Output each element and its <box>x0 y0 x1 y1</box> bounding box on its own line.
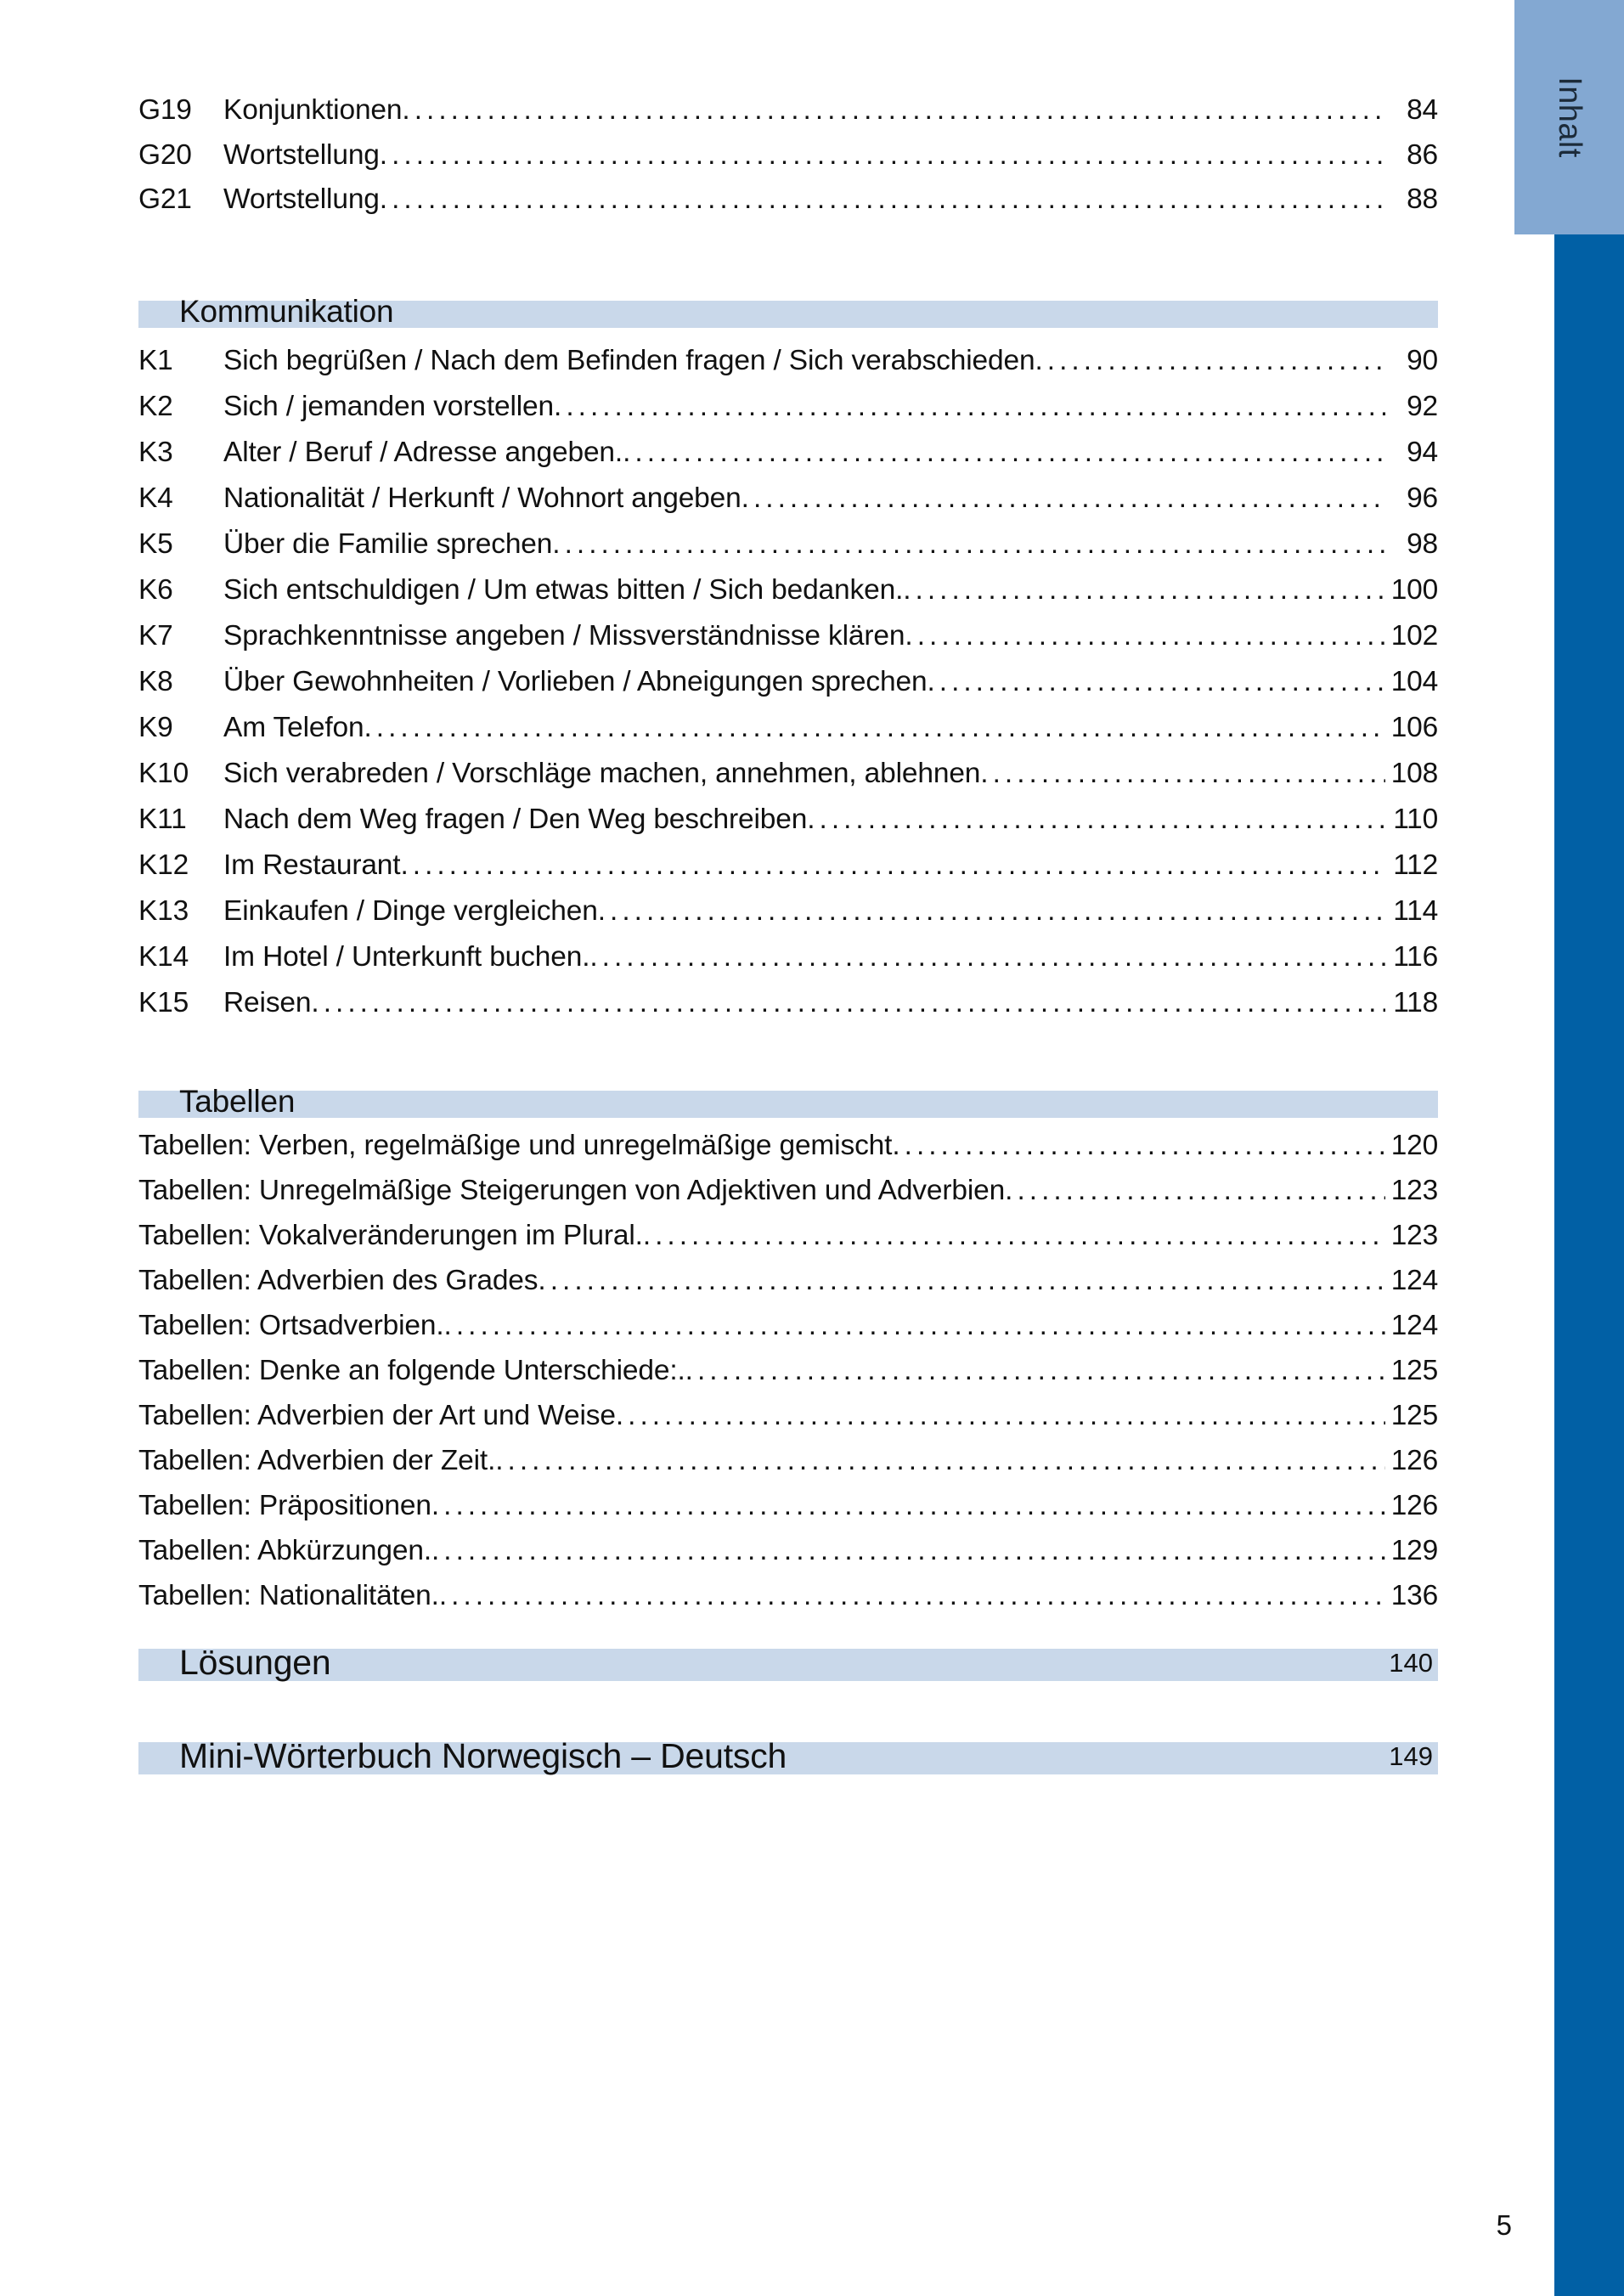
toc-row[interactable] <box>138 573 1438 606</box>
entry-code: K11 <box>138 803 187 835</box>
entry-title: Tabellen: Ortsadverbien. <box>138 1309 444 1341</box>
entry-page: 94 <box>1407 436 1438 468</box>
leader-dots <box>589 943 1385 972</box>
entry-title: Wortstellung <box>223 183 380 215</box>
entry-title: Tabellen: Nationalitäten. <box>138 1579 439 1611</box>
leader-dots <box>623 438 1385 467</box>
entry-page: 98 <box>1407 527 1438 560</box>
leader-dots <box>364 714 1385 742</box>
entry-page: 123 <box>1390 1174 1438 1206</box>
entry-code: K4 <box>138 482 173 514</box>
leader-dots <box>980 759 1385 788</box>
entry-page: 108 <box>1390 757 1438 789</box>
toc-row[interactable] <box>138 894 1438 927</box>
entry-title: Im Hotel / Unterkunft buchen. <box>223 940 590 973</box>
toc-row[interactable] <box>138 711 1438 743</box>
entry-page: 116 <box>1393 940 1438 973</box>
entry-page: 125 <box>1390 1399 1438 1431</box>
leader-dots <box>538 1266 1385 1295</box>
toc-row[interactable] <box>138 1489 1438 1521</box>
side-tab-label: Inhalt <box>1552 76 1587 158</box>
toc-row[interactable] <box>138 619 1438 652</box>
leader-dots <box>927 668 1385 697</box>
toc-row[interactable] <box>138 1579 1438 1611</box>
entry-code: G21 <box>138 183 192 215</box>
toc-row[interactable] <box>138 1354 1438 1386</box>
entry-title: Tabellen: Abkürzungen. <box>138 1534 431 1566</box>
entry-title: Sich verabreden / Vorschläge machen, annehmen, ablehnen <box>223 757 981 789</box>
entry-title: Im Restaurant <box>223 849 401 881</box>
tabellen-entry-list <box>138 1131 1438 1611</box>
section-title: Mini-Wörterbuch Norwegisch – Deutsch <box>179 1736 787 1775</box>
toc-row[interactable] <box>138 940 1438 973</box>
entry-title: Sich begrüßen / Nach dem Befinden fragen / Sich verabschieden <box>223 344 1035 376</box>
leader-dots <box>431 1492 1385 1520</box>
entry-title: Tabellen: Adverbien des Grades <box>138 1264 539 1296</box>
leader-dots <box>643 1221 1385 1250</box>
entry-page: 84 <box>1407 94 1438 126</box>
section-header-mini-woerterbuch[interactable] <box>138 1732 1438 1781</box>
entry-title: Reisen <box>223 986 312 1018</box>
entry-title: Sich entschuldigen / Um etwas bitten / Sich bedanken. <box>223 573 904 606</box>
entry-code: K10 <box>138 757 189 789</box>
leader-dots <box>495 1447 1385 1475</box>
entry-page: 124 <box>1390 1309 1438 1341</box>
toc-row[interactable] <box>138 96 1438 125</box>
leader-dots <box>552 530 1385 559</box>
toc-row[interactable] <box>138 392 1438 421</box>
entry-title: Alter / Beruf / Adresse angeben. <box>223 436 623 468</box>
leader-dots <box>685 1357 1385 1385</box>
leader-dots <box>892 1131 1385 1160</box>
entry-page: 86 <box>1407 138 1438 171</box>
section-header-tabellen <box>138 1083 1438 1120</box>
toc-row[interactable] <box>138 1176 1438 1205</box>
entry-page: 136 <box>1390 1579 1438 1611</box>
leader-dots <box>311 989 1385 1018</box>
entry-title: Einkaufen / Dinge vergleichen <box>223 894 598 927</box>
toc-row[interactable] <box>138 665 1438 697</box>
entry-code: K14 <box>138 940 189 973</box>
entry-page: 112 <box>1393 849 1438 881</box>
entry-page: 125 <box>1390 1354 1438 1386</box>
section-title: Kommunikation <box>179 294 394 329</box>
leader-dots <box>431 1537 1385 1565</box>
entry-title: Tabellen: Präpositionen <box>138 1489 431 1521</box>
entry-page: 88 <box>1407 183 1438 215</box>
toc-row[interactable] <box>138 1221 1438 1250</box>
entry-code: K2 <box>138 390 173 422</box>
toc-row[interactable] <box>138 484 1438 513</box>
toc-row[interactable] <box>138 1534 1438 1566</box>
side-tab-inhalt <box>1514 0 1624 234</box>
entry-title: Sprachkenntnisse angeben / Missverständnisse klären <box>223 619 905 652</box>
section-page: 149 <box>1389 1740 1433 1771</box>
entry-code: K7 <box>138 619 173 652</box>
entry-title: Konjunktionen <box>223 94 403 126</box>
entry-title: Über Gewohnheiten / Vorlieben / Abneigungen sprechen <box>223 665 928 697</box>
section-title: Tabellen <box>179 1084 296 1119</box>
entry-title: Am Telefon <box>223 711 364 743</box>
entry-page: 129 <box>1390 1534 1438 1566</box>
entry-page: 106 <box>1390 711 1438 743</box>
toc-row[interactable] <box>138 138 1438 171</box>
leader-dots <box>742 484 1385 513</box>
toc-row[interactable] <box>138 527 1438 560</box>
toc-row[interactable] <box>138 1131 1438 1160</box>
leader-dots <box>380 141 1385 170</box>
section-header-kommunikation <box>138 293 1438 330</box>
toc-row[interactable] <box>138 759 1438 788</box>
leader-dots <box>1035 347 1385 375</box>
toc-row[interactable] <box>138 1309 1438 1341</box>
entry-code: K12 <box>138 849 189 881</box>
leader-dots <box>1005 1176 1385 1205</box>
entry-page: 124 <box>1390 1264 1438 1296</box>
entry-title: Tabellen: Adverbien der Zeit. <box>138 1444 496 1476</box>
entry-page: 100 <box>1390 573 1438 606</box>
entry-title: Sich / jemanden vorstellen <box>223 390 555 422</box>
entry-page: 118 <box>1393 986 1438 1018</box>
side-accent-band <box>1554 234 1624 2296</box>
entry-title: Tabellen: Adverbien der Art und Weise <box>138 1399 616 1431</box>
section-title: Lösungen <box>179 1643 331 1682</box>
toc-content <box>138 0 1438 1781</box>
entry-page: 90 <box>1407 344 1438 376</box>
entry-page: 126 <box>1390 1444 1438 1476</box>
leader-dots <box>905 622 1385 651</box>
page-folio: 5 <box>1496 2209 1512 2241</box>
entry-code: K13 <box>138 894 189 927</box>
entry-title: Nach dem Weg fragen / Den Weg beschreiben <box>223 803 808 835</box>
leader-dots <box>439 1582 1385 1611</box>
entry-code: K3 <box>138 436 173 468</box>
entry-title: Tabellen: Vokalveränderungen im Plural. <box>138 1219 643 1251</box>
section-header-loesungen[interactable] <box>138 1639 1438 1688</box>
entry-title: Wortstellung <box>223 138 380 171</box>
entry-code: G19 <box>138 94 192 126</box>
entry-page: 110 <box>1393 803 1438 835</box>
entry-title: Tabellen: Denke an folgende Unterschiede:. <box>138 1354 685 1386</box>
entry-code: K8 <box>138 665 173 697</box>
leader-dots <box>807 805 1385 834</box>
entry-page: 120 <box>1390 1129 1438 1161</box>
kommunikation-entry-list <box>138 344 1438 1018</box>
leader-dots <box>903 576 1385 605</box>
entry-page: 102 <box>1390 619 1438 652</box>
leader-dots <box>444 1312 1385 1340</box>
entry-code: K6 <box>138 573 173 606</box>
toc-row[interactable] <box>138 185 1438 214</box>
entry-code: K5 <box>138 527 173 560</box>
entry-title: Tabellen: Verben, regelmäßige und unregelmäßige gemischt <box>138 1129 893 1161</box>
leader-dots <box>400 851 1385 880</box>
toc-row[interactable] <box>138 986 1438 1018</box>
section-bar-background <box>138 1091 1438 1118</box>
toc-row[interactable] <box>138 851 1438 880</box>
section-bar-background <box>138 1649 1438 1681</box>
entry-code: G20 <box>138 138 192 171</box>
entry-page: 123 <box>1390 1219 1438 1251</box>
section-page: 140 <box>1389 1647 1433 1678</box>
entry-page: 114 <box>1393 894 1438 927</box>
entry-code: K15 <box>138 986 189 1018</box>
entry-code: K9 <box>138 711 173 743</box>
leader-dots <box>380 185 1385 214</box>
entry-page: 104 <box>1390 665 1438 697</box>
entry-code: K1 <box>138 344 173 376</box>
toc-row[interactable] <box>138 438 1438 467</box>
leader-dots <box>598 897 1385 926</box>
toc-row[interactable] <box>138 1444 1438 1476</box>
toc-row[interactable] <box>138 1266 1438 1295</box>
entry-page: 96 <box>1407 482 1438 514</box>
entry-title: Über die Familie sprechen <box>223 527 553 560</box>
leader-dots <box>554 392 1385 421</box>
entry-title: Nationalität / Herkunft / Wohnort angeben <box>223 482 742 514</box>
toc-row[interactable] <box>138 1399 1438 1431</box>
leader-dots <box>402 96 1385 125</box>
toc-row[interactable] <box>138 344 1438 376</box>
entry-title: Tabellen: Unregelmäßige Steigerungen von Adjektiven und Adverbien <box>138 1174 1006 1206</box>
toc-row[interactable] <box>138 805 1438 834</box>
grammar-entry-list <box>138 96 1438 214</box>
entry-page: 92 <box>1407 390 1438 422</box>
leader-dots <box>616 1402 1385 1430</box>
entry-page: 126 <box>1390 1489 1438 1521</box>
